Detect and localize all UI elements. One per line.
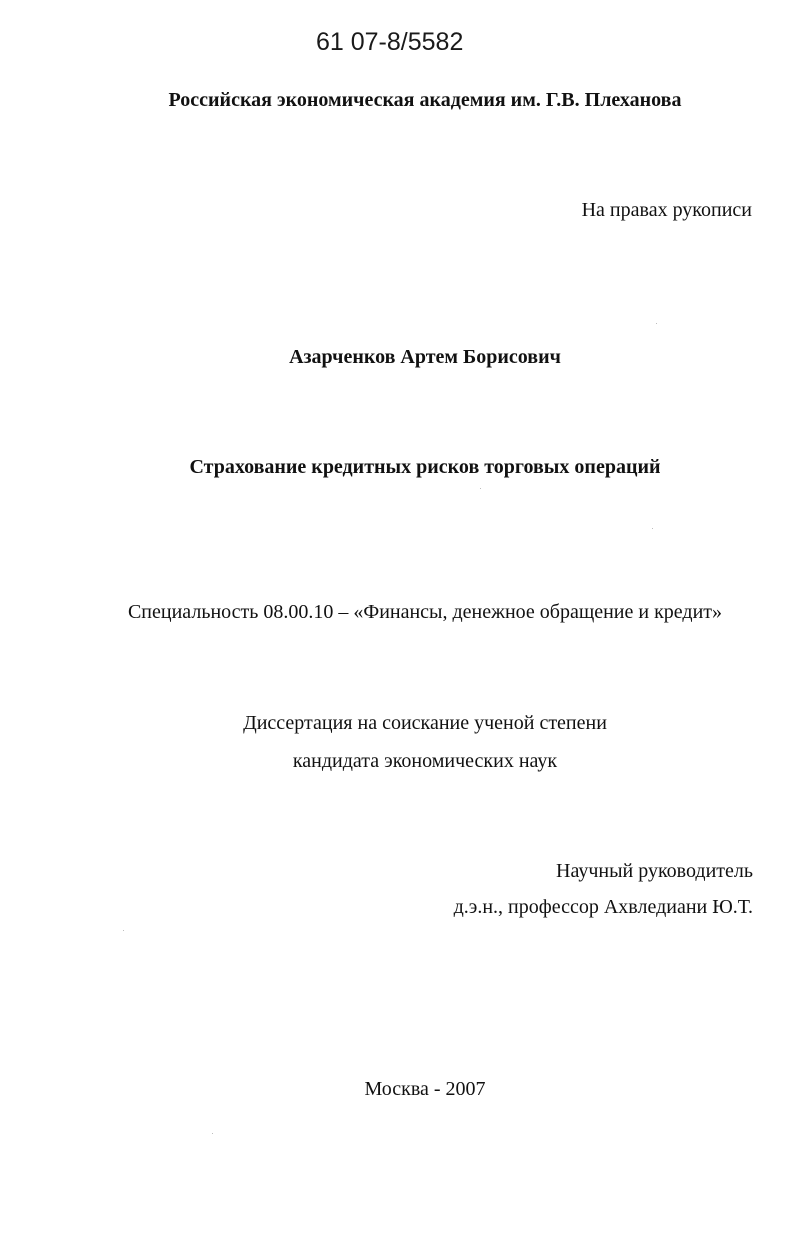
institution-name: Российская экономическая академия им. Г.В. Плеханова (168, 89, 682, 111)
city-year: Москва - 2007 (364, 1078, 486, 1100)
scan-speck (480, 488, 481, 489)
scan-speck (123, 930, 124, 931)
supervisor-label: Научный руководитель (556, 860, 753, 882)
scan-speck (652, 528, 653, 529)
dissertation-title: Страхование кредитных рисков торговых операций (189, 456, 661, 478)
registry-number: 61 07-8/5582 (316, 28, 464, 56)
specialty-line: Специальность 08.00.10 – «Финансы, денежное обращение и кредит» (127, 601, 723, 623)
supervisor-name: д.э.н., профессор Ахвледиани Ю.Т. (453, 896, 753, 918)
scan-speck (656, 323, 657, 324)
rights-notice: На правах рукописи (581, 199, 752, 221)
scan-speck (212, 1133, 213, 1134)
degree-line-1: Диссертация на соискание ученой степени (243, 712, 607, 734)
author-name: Азарченков Артем Борисович (289, 346, 561, 368)
degree-line-2: кандидата экономических наук (292, 750, 558, 772)
